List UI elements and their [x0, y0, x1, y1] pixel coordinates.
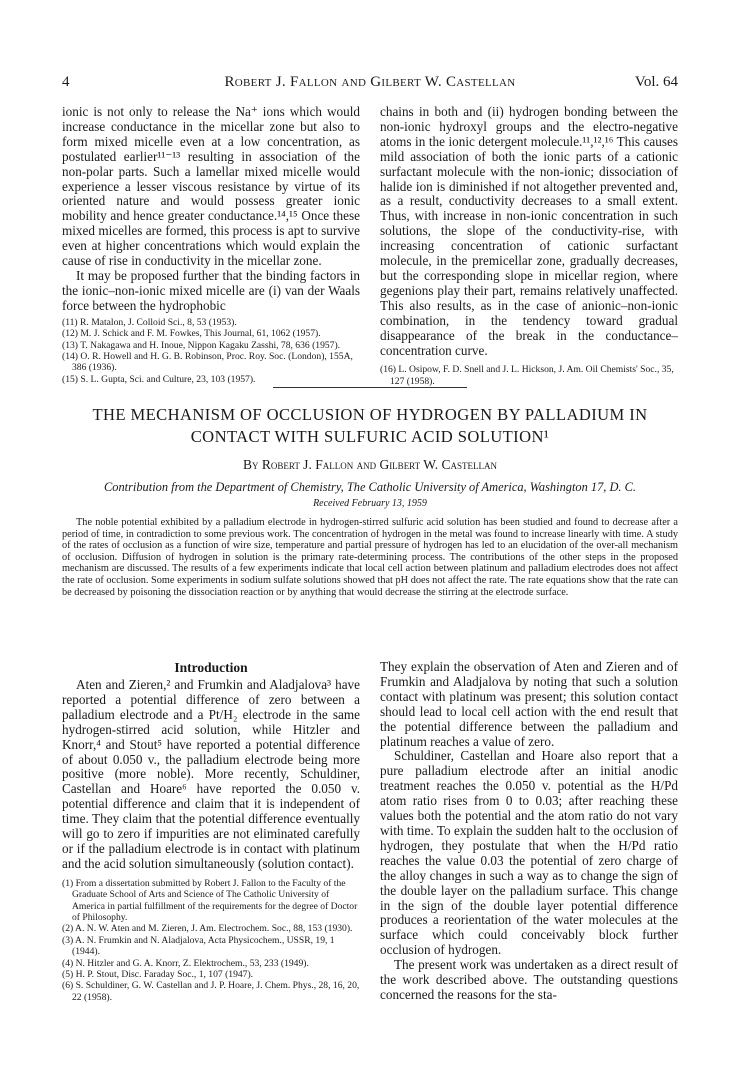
footnote: (5) H. P. Stout, Disc. Faraday Soc., 1, 107 (1947).: [62, 969, 254, 981]
top-left-paragraph-2: It may be proposed further that the binding factors in the ionic–non-ionic mixed micelle are (i) van der Waals force between the hydrophobic: [62, 267, 360, 313]
footnote: (2) A. N. W. Aten and M. Zieren, J. Am. Electrochem. Soc., 88, 153 (1930).: [62, 923, 353, 935]
top-left-column: [62, 105, 360, 385]
body-right-paragraph-2: Schuldiner, Castellan and Hoare also report that a pure palladium electrode after an initial anodic treatment reaches the 0.050 v. potential as the H/Pd atom ratio rises from 0 to 0.03; after reaching these values both the potential and the atom ratio do not vary with time. To explain the sudden halt to the occlusion of hydrogen, they postulate that when the H/Pd ratio reaches the value 0.03 the potential of zero charge of the alloy changes in such a way as to change the sign of the double layer on the palladium surface. This change in the sign of the double layer potential difference produces a reorientation of the water molecules at the surface which could conceivably block further occlusion of hydrogen.: [380, 748, 678, 958]
running-title: Robert J. Fallon and Gilbert W. Castellan: [224, 74, 516, 90]
footnote: (14) O. R. Howell and H. G. B. Robinson, Proc. Roy. Soc. (London), 155A, 386 (1936).: [62, 350, 353, 374]
volume-label: Vol. 64: [634, 74, 678, 90]
article-abstract: The noble potential exhibited by a palladium electrode in hydrogen-stirred sulfuric acid solution has been studied and found to decrease after a period of time, in contradiction to some previous work. The concentration of hydrogen in the metal was found to increase linearly with time. A study of the rates of occlusion as a function of wire size, temperature and partial pressure of hydrogen has led to an elucidation of the over-all mechanism of occlusion. Diffusion of hydrogen in solution is the primary rate-determining process. The contributions of the other steps in the proposed mechanism are discussed. The results of a few experiments indicate that local cell action between platinum and palladium electrodes does not affect the rate of occlusion. Some experiments in sodium sulfate solutions showed that pH does not affect the rate. The rate equations show that the rate can be decreased by poisoning the dissociation reaction or by anything that would decrease the stirring at the electrode surface.: [62, 517, 678, 598]
footnote: (4) N. Hitzler and G. A. Knorr, Z. Elektrochem., 53, 233 (1949).: [62, 957, 309, 969]
footnote: (6) S. Schuldiner, G. W. Castellan and J. P. Hoare, J. Chem. Phys., 28, 16, 20, 22 (1958).: [62, 980, 360, 1003]
top-right-column: [380, 105, 678, 387]
page-number: 4: [62, 74, 70, 90]
footnote: (16) L. Osipow, F. D. Snell and J. L. Hickson, J. Am. Oil Chemists' Soc., 35, 127 (1958).: [380, 364, 674, 387]
top-left-footnotes: [62, 317, 360, 385]
top-right-paragraph-1: chains in both and (ii) hydrogen bonding between the non-ionic hydroxyl groups and the electro-negative atoms in the ionic detergent molecule.¹¹,¹²,¹⁶ This causes mild association of both the ionic parts of a cationic surfactant molecule with the non-ionic; dissociation of halide ion is diminished if not altogether prevented and, as a result, conductivity decreases to a small extent. Thus, with increase in non-ionic concentration in such solutions, the slope of the conductivity-rise, with increasing concentration of cationic surfactant molecule, in the premicellar zone, gradually decreases, but the corresponding slope in micellar region, where gegenions play their part, remains relatively unaffected. This also results, as in the case of anionic–non-ionic combination, in the tendency toward gradual disappearance of the break in the conductance–concentration curve.: [380, 104, 678, 358]
body-left-footnotes: [62, 878, 360, 1003]
footnote: (11) R. Matalon, J. Colloid Sci., 8, 53 (1953).: [62, 316, 237, 328]
received-date: Received February 13, 1959: [313, 498, 427, 509]
top-right-footnotes: [380, 364, 678, 387]
article-affiliation: Contribution from the Department of Chemistry, The Catholic University of America, Washington 17, D. C.: [104, 480, 636, 494]
footnote: (1) From a dissertation submitted by Robert J. Fallon to the Faculty of the Graduate School of Arts and Science of The Catholic University of America in partial fulfillment of the requirements for the degree of Doctor of Philosophy.: [62, 877, 358, 923]
body-right-column: [380, 660, 678, 1003]
footnote: (13) T. Nakagawa and H. Inoue, Nippon Kagaku Zasshi, 78, 636 (1957).: [62, 339, 341, 351]
footnote: (15) S. L. Gupta, Sci. and Culture, 23, 103 (1957).: [62, 373, 256, 385]
top-left-paragraph-1: ionic is not only to release the Na⁺ ions which would increase conductance in the micellar zone but also to form mixed micelle even at a low concentration, as postulated earlier¹¹⁻¹³ resulting in association of the non-polar parts. Such a lamellar mixed micelle would experience a lesser viscous resistance by virtue of its oriented nature and would possess greater ionic mobility and hence greater conductance.¹⁴,¹⁵ Once these mixed micelles are formed, this process is apt to survive even at higher concentrations which would explain the cause of rise in conductivity in the micellar zone.: [62, 104, 360, 269]
article-byline: By Robert J. Fallon and Gilbert W. Castellan: [242, 457, 498, 472]
footnote: (12) M. J. Schick and F. M. Fowkes, This Journal, 61, 1062 (1957).: [62, 328, 321, 340]
body-right-paragraph-1: They explain the observation of Aten and Zieren and of Frumkin and Aladjalova by noting that such a solution contact with platinum was present; this solution contact should lead to local cell action with the end result that the potential difference between the palladium and platinum reaches a value of zero.: [380, 659, 678, 749]
footnote: (3) A. N. Frumkin and N. Aladjalova, Acta Physicochem., USSR, 19, 1 (1944).: [62, 934, 335, 958]
body-right-paragraph-3: The present work was undertaken as a direct result of the work described above. The outstanding questions concerned the reasons for the sta-: [380, 957, 678, 1002]
body-left-paragraph-1: Aten and Zieren,² and Frumkin and Aladjalova³ have reported a potential difference of zero between a palladium electrode and a Pt/H₂ electrode in the same hydrogen-stirred acid solution, while Hitzler and Knorr,⁴ and Stout⁵ have reported a potential difference of about 0.050 v., the palladium electrode being more positive (more noble). More recently, Schuldiner, Castellan and Hoare⁶ have reported the 0.050 v. potential difference and claim that it is independent of time. They claim that the potential difference eventually will go to zero if impurities are not eliminated carefully or if the palladium electrode is in contact with platinum and the acid solution simultaneously (solution contact).: [62, 677, 360, 871]
section-divider: [273, 387, 467, 388]
section-heading: Introduction: [174, 660, 248, 675]
article-title: THE MECHANISM OF OCCLUSION OF HYDROGEN BY PALLADIUM IN CONTACT WITH SULFURIC ACID SOLUTION¹: [92, 405, 648, 446]
body-left-column: [62, 660, 360, 1003]
